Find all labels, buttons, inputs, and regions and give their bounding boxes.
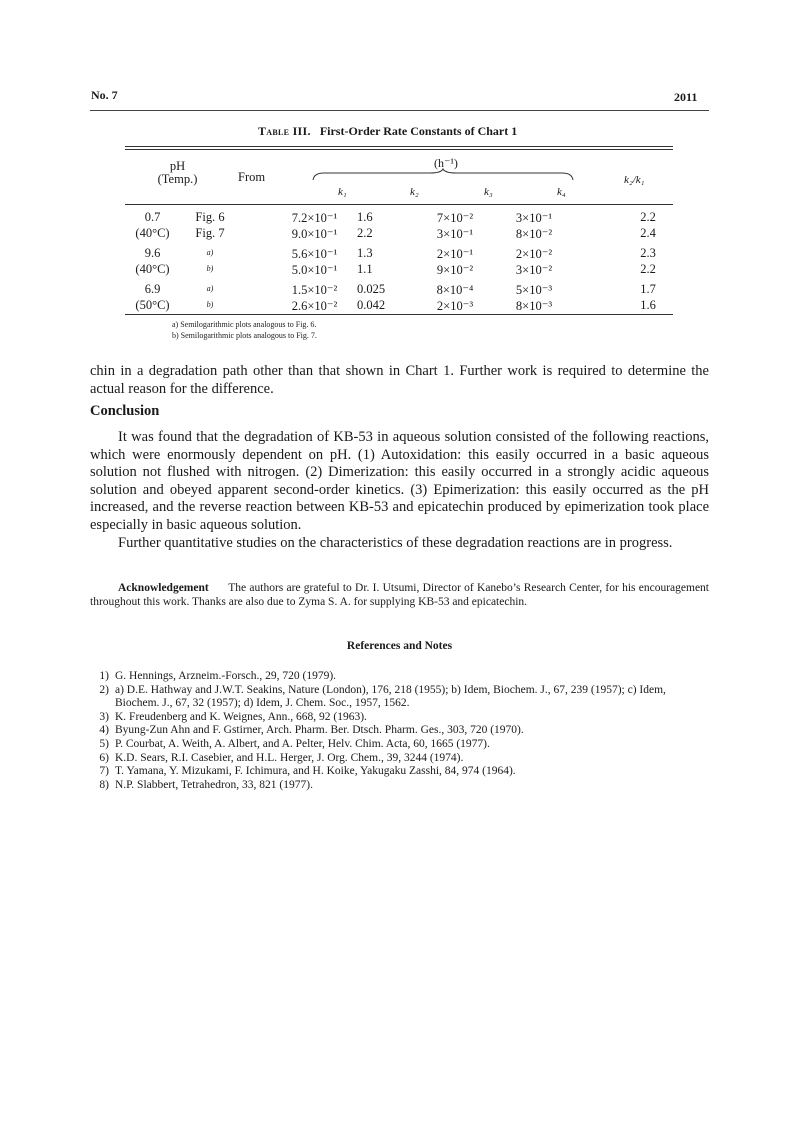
table-top-rule-2 (125, 149, 673, 150)
table-row (125, 262, 673, 282)
ph-cell: (40°C) (135, 262, 170, 276)
reference-text: a) D.E. Hathway and J.W.T. Seakins, Nature (London), 176, 218 (1955); b) Idem, Biochem. J., 67, 239 (1957); c) Idem, Biochem. J., 67, 32 (1957); d) Idem, J. Chem. Soc., 1957, 1562. (115, 683, 666, 710)
reference-number: 6) (99, 751, 109, 764)
table-title: First-Order Rate Constants of Chart 1 (319, 124, 518, 138)
reference-item (91, 779, 711, 793)
acknowledgement-title: Acknowledgement (118, 582, 209, 594)
conclusion-heading: Conclusion (90, 403, 160, 419)
ph-cell: 0.7 (144, 210, 161, 224)
k3-cell: 3×10⁻¹ (436, 227, 474, 241)
spacer-cell (240, 262, 272, 282)
from-cell: Fig. 6 (195, 210, 225, 224)
ph-cell: (50°C) (135, 298, 170, 312)
reference-number: 5) (99, 737, 109, 750)
k3-cell: 8×10⁻⁴ (436, 283, 474, 297)
reference-text: T. Yamana, Y. Mizukami, F. Ichimura, and H. Koike, Yakugaku Zasshi, 84, 974 (1964). (115, 765, 516, 778)
k2-cell: 0.025 (357, 282, 386, 296)
ratio-cell: 2.4 (640, 226, 656, 240)
k1-cell: 2.6×10⁻² (291, 299, 338, 313)
table-header-rule (125, 204, 673, 205)
spacer-cell (240, 282, 272, 298)
references-list (91, 670, 711, 792)
reference-text: Byung-Zun Ahn and F. Gstirner, Arch. Pharm. Ber. Dtsch. Pharm. Ges., 303, 720 (1970). (115, 724, 524, 737)
reference-number: 3) (99, 710, 109, 723)
k1-cell: 9.0×10⁻¹ (291, 227, 338, 241)
table-top-rule (125, 146, 673, 147)
page-number: 2011 (674, 90, 698, 104)
from-cell: a) (206, 248, 214, 257)
conclusion-paragraph-1: It was found that the degradation of KB-53 in aqueous solution consisted of the following reactions, which were enormously dependent on pH. (1) Autoxidation: this easily occurred in a basic aqueous solution not flushed with nitrogen. (2) Dimerization: this easily occurred in a strongly acidic aqueous solution and obeyed apparent second-order kinetics. (3) Epimerization: this easily occurred as the pH increased, and the reverse reaction between KB-53 and epicatechin produced by epimerization took place especially in basic aqueous solution. (90, 429, 709, 533)
k1-cell: 5.6×10⁻¹ (291, 247, 338, 261)
k1-cell: 5.0×10⁻¹ (291, 263, 338, 277)
spacer-cell (240, 226, 272, 246)
reference-item (91, 752, 711, 766)
reference-text: G. Hennings, Arzneim.-Forsch., 29, 720 (1979). (115, 670, 337, 682)
k2-cell: 0.042 (357, 298, 386, 312)
ratio-cell: 2.2 (640, 210, 656, 224)
k1-cell: 1.5×10⁻² (291, 283, 338, 297)
table-row (125, 282, 673, 298)
reference-text: P. Courbat, A. Weith, A. Albert, and A. Pelter, Helv. Chim. Acta, 60, 1665 (1977). (115, 737, 490, 750)
table-row (125, 246, 673, 262)
spacer-cell (573, 298, 623, 318)
reference-number: 8) (99, 778, 109, 791)
col-header-ph (150, 160, 205, 186)
reference-item (91, 765, 711, 779)
k3-cell: 2×10⁻¹ (436, 247, 474, 261)
k2-cell: 2.2 (357, 226, 373, 240)
k2-cell: 1.1 (357, 262, 373, 276)
spacer-cell (573, 210, 623, 226)
spacer-cell (573, 262, 623, 282)
k3-cell: 7×10⁻² (436, 211, 474, 225)
spacer-cell (573, 246, 623, 262)
reference-number: 7) (99, 765, 109, 778)
journal-issue: No. 7 (91, 88, 118, 102)
footnote-a: a) Semilogarithmic plots analogous to Fig. 6. (172, 320, 317, 329)
col-header-from: From (238, 170, 266, 184)
k2-cell: 1.6 (357, 210, 373, 224)
ratio-cell: 1.7 (640, 282, 656, 296)
col-header-ph-label: pH (169, 159, 186, 173)
reference-item (91, 670, 711, 684)
reference-text: K.D. Sears, R.I. Casebier, and H.L. Herger, J. Org. Chem., 39, 3244 (1974). (115, 751, 464, 764)
spacer-cell (240, 210, 272, 226)
k4-cell: 3×10⁻¹ (515, 211, 553, 225)
table-label: Table III. (258, 124, 311, 138)
acknowledgement (90, 582, 709, 609)
table-row (125, 298, 673, 318)
reference-item (91, 738, 711, 752)
spacer-cell (240, 246, 272, 262)
col-header-ratio: k₂/k₁ (624, 174, 645, 186)
reference-item (91, 711, 711, 725)
table-row (125, 226, 673, 246)
acknowledgement-text: The authors are grateful to Dr. I. Utsumi, Director of Kanebo’s Research Center, for his encouragement throughout this work. Thanks are also due to Zyma S. A. for supplying KB-53 and epicatechin. (90, 582, 710, 608)
header-brace (312, 168, 574, 182)
from-cell: a) (206, 284, 214, 293)
k4-cell: 8×10⁻³ (515, 299, 553, 313)
col-header-k3: k₃ (484, 186, 493, 198)
continuation-paragraph: chin in a degradation path other than that shown in Chart 1. Further work is required to determine the actual reason for the difference. (90, 363, 709, 397)
reference-item (91, 684, 711, 711)
ratio-cell: 1.6 (640, 298, 656, 312)
k4-cell: 5×10⁻³ (515, 283, 553, 297)
ratio-cell: 2.2 (640, 262, 656, 276)
spacer-cell (240, 298, 272, 318)
reference-number: 1) (99, 670, 109, 682)
k4-cell: 2×10⁻² (515, 247, 553, 261)
from-cell: b) (206, 264, 214, 273)
k2-cell: 1.3 (357, 246, 373, 260)
from-cell: b) (206, 300, 214, 309)
col-header-temp-label: (Temp.) (157, 172, 198, 186)
col-header-k1: k₁ (338, 186, 347, 198)
k3-cell: 2×10⁻³ (436, 299, 474, 313)
conclusion-paragraph-2: Further quantitative studies on the characteristics of these degradation reactions are in progress. (118, 535, 673, 551)
reference-item (91, 724, 711, 738)
ph-cell: 6.9 (144, 282, 161, 296)
reference-number: 4) (99, 724, 109, 737)
table-row (125, 210, 673, 226)
ph-cell: 9.6 (144, 246, 161, 260)
spacer-cell (573, 226, 623, 246)
reference-number: 2) (99, 683, 109, 696)
col-header-unit: (h⁻¹) (434, 156, 458, 170)
k4-cell: 3×10⁻² (515, 263, 553, 277)
spacer-cell (573, 282, 623, 298)
col-header-k2: k₂ (410, 186, 419, 198)
table-caption (258, 124, 517, 139)
references-heading: References and Notes (346, 640, 453, 652)
from-cell: Fig. 7 (195, 226, 225, 240)
footnote-b: b) Semilogarithmic plots analogous to Fig. 7. (172, 331, 317, 340)
reference-text: N.P. Slabbert, Tetrahedron, 33, 821 (1977). (115, 778, 313, 791)
ph-cell: (40°C) (135, 226, 170, 240)
k1-cell: 7.2×10⁻¹ (291, 211, 338, 225)
reference-text: K. Freudenberg and K. Weignes, Ann., 668, 92 (1963). (115, 710, 367, 723)
k3-cell: 9×10⁻² (436, 263, 474, 277)
col-header-k4: k₄ (557, 186, 566, 198)
k4-cell: 8×10⁻² (515, 227, 553, 241)
ratio-cell: 2.3 (640, 246, 656, 260)
header-rule (90, 110, 709, 111)
rate-constants-table (125, 210, 673, 318)
